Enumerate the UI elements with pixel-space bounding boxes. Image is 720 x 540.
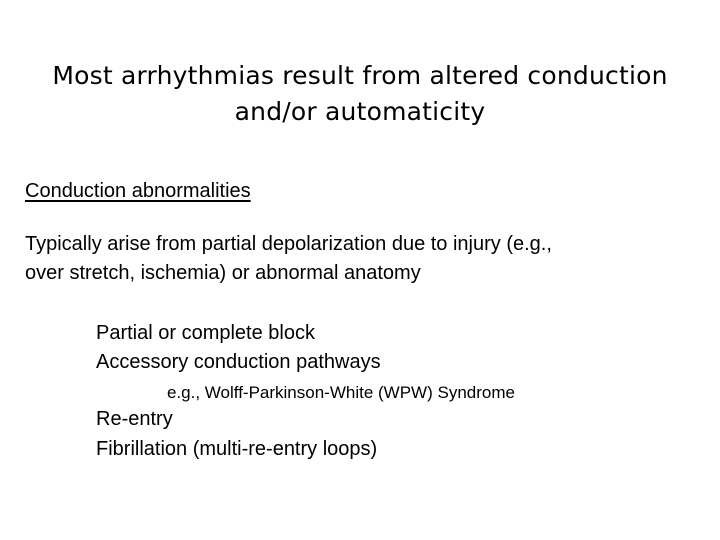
description-paragraph	[25, 230, 552, 288]
slide-title-line-1: Most arrhythmias result from altered conduction	[52, 61, 668, 90]
slide-title-line-2: and/or automaticity	[234, 97, 486, 126]
list-item-accessory-pathways: Accessory conduction pathways	[96, 351, 381, 373]
paragraph-line-1: Typically arise from partial depolarization due to injury (e.g.,	[25, 233, 552, 255]
paragraph-line-2: over stretch, ischemia) or abnormal anatomy	[25, 262, 421, 284]
slide-title	[0, 58, 720, 130]
list-item-fibrillation: Fibrillation (multi-re-entry loops)	[96, 438, 378, 460]
sub-list-item-wpw-example: e.g., Wolff-Parkinson-White (WPW) Syndrome	[167, 383, 515, 402]
list-item-re-entry: Re-entry	[96, 408, 173, 430]
list-item-partial-block: Partial or complete block	[96, 322, 315, 344]
section-heading: Conduction abnormalities	[25, 180, 251, 202]
